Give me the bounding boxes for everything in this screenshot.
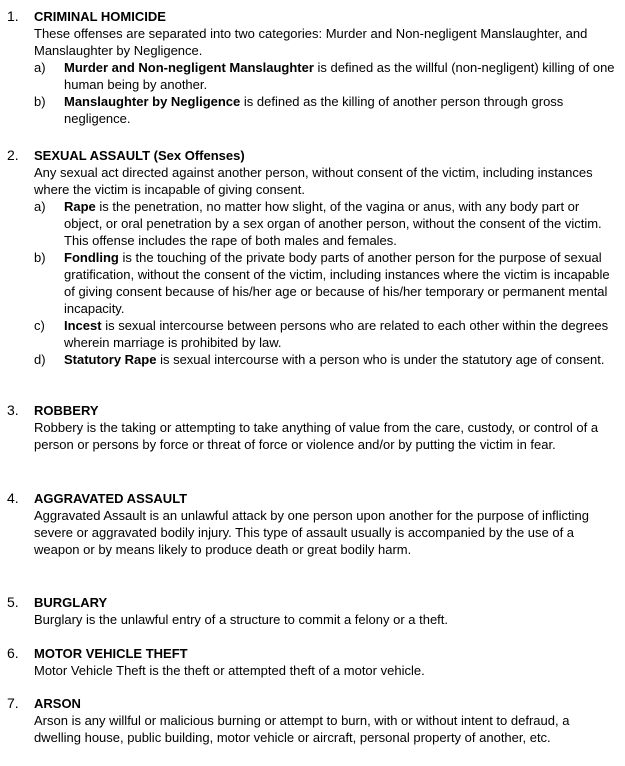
section-number: 3. (7, 402, 19, 418)
section-title: SEXUAL ASSAULT (Sex Offenses) (34, 148, 245, 163)
item-term: Murder and Non-negligent Manslaughter (64, 60, 314, 75)
section-body: These offenses are separated into two categories: Murder and Non-negligent Manslaughter, and Manslaughter by Negligence. (34, 26, 588, 58)
item-term: Incest (64, 318, 102, 333)
item-label: a) (34, 199, 46, 214)
item-term: Rape (64, 199, 96, 214)
item-text (64, 93, 616, 127)
item-label: d) (34, 352, 46, 367)
item-label: a) (34, 60, 46, 75)
item-term: Fondling (64, 250, 119, 265)
section-body: Motor Vehicle Theft is the theft or attempted theft of a motor vehicle. (34, 663, 425, 678)
section-number: 1. (7, 8, 19, 24)
section-body: Burglary is the unlawful entry of a structure to commit a felony or a theft. (34, 612, 449, 627)
section-number: 5. (7, 594, 19, 610)
item-label: b) (34, 250, 46, 265)
section-number: 6. (7, 645, 19, 661)
item-text (64, 351, 616, 368)
section-number: 4. (7, 490, 19, 506)
item-text (64, 59, 616, 93)
item-description: is sexual intercourse between persons who are related to each other within the degrees wherein marriage is prohibited by law. (64, 318, 609, 350)
item-description: is the touching of the private body parts of another person for the purpose of sexual gratification, without the consent of the victim, including instances where the victim is incapable of giving consent because of his/her age or because of his/her temporary or permanent mental incapacity. (64, 250, 610, 316)
section-body: Any sexual act directed against another person, without consent of the victim, including instances where the victim is incapable of giving consent. (34, 165, 593, 197)
section-body: Aggravated Assault is an unlawful attack by one person upon another for the purpose of inflicting severe or aggravated bodily injury. This type of assault usually is accompanied by the use of a weapon or by means likely to produce death or great bodily harm. (34, 508, 590, 557)
item-text (64, 249, 616, 317)
item-term: Manslaughter by Negligence (64, 94, 241, 109)
section-title: BURGLARY (34, 595, 108, 610)
item-text (64, 317, 616, 351)
section-title: ROBBERY (34, 403, 99, 418)
section-title: MOTOR VEHICLE THEFT (34, 646, 188, 661)
item-description: is the penetration, no matter how slight, of the vagina or anus, with any body part or object, or oral penetration by a sex organ of another person, without the consent of the victim. This offense includes the rape of both males and females. (64, 199, 602, 248)
item-label: b) (34, 94, 46, 109)
item-description: is defined as the willful (non-negligent) killing of one human being by another. (64, 60, 615, 92)
item-term: Statutory Rape (64, 352, 157, 367)
section-body: Arson is any willful or malicious burning or attempt to burn, with or without intent to defraud, a dwelling house, public building, motor vehicle or aircraft, personal property of another, etc. (34, 713, 570, 745)
item-description: is sexual intercourse with a person who is under the statutory age of consent. (156, 352, 605, 367)
section-number: 2. (7, 147, 19, 163)
section-number: 7. (7, 695, 19, 711)
item-description: is defined as the killing of another person through gross negligence. (64, 94, 564, 126)
section-title: CRIMINAL HOMICIDE (34, 9, 166, 24)
section-body: Robbery is the taking or attempting to take anything of value from the care, custody, or control of a person or persons by force or threat of force or violence and/or by putting the victim in fear. (34, 420, 599, 452)
item-text (64, 198, 616, 249)
section-title: AGGRAVATED ASSAULT (34, 491, 188, 506)
section-title: ARSON (34, 696, 81, 711)
item-label: c) (34, 318, 45, 333)
